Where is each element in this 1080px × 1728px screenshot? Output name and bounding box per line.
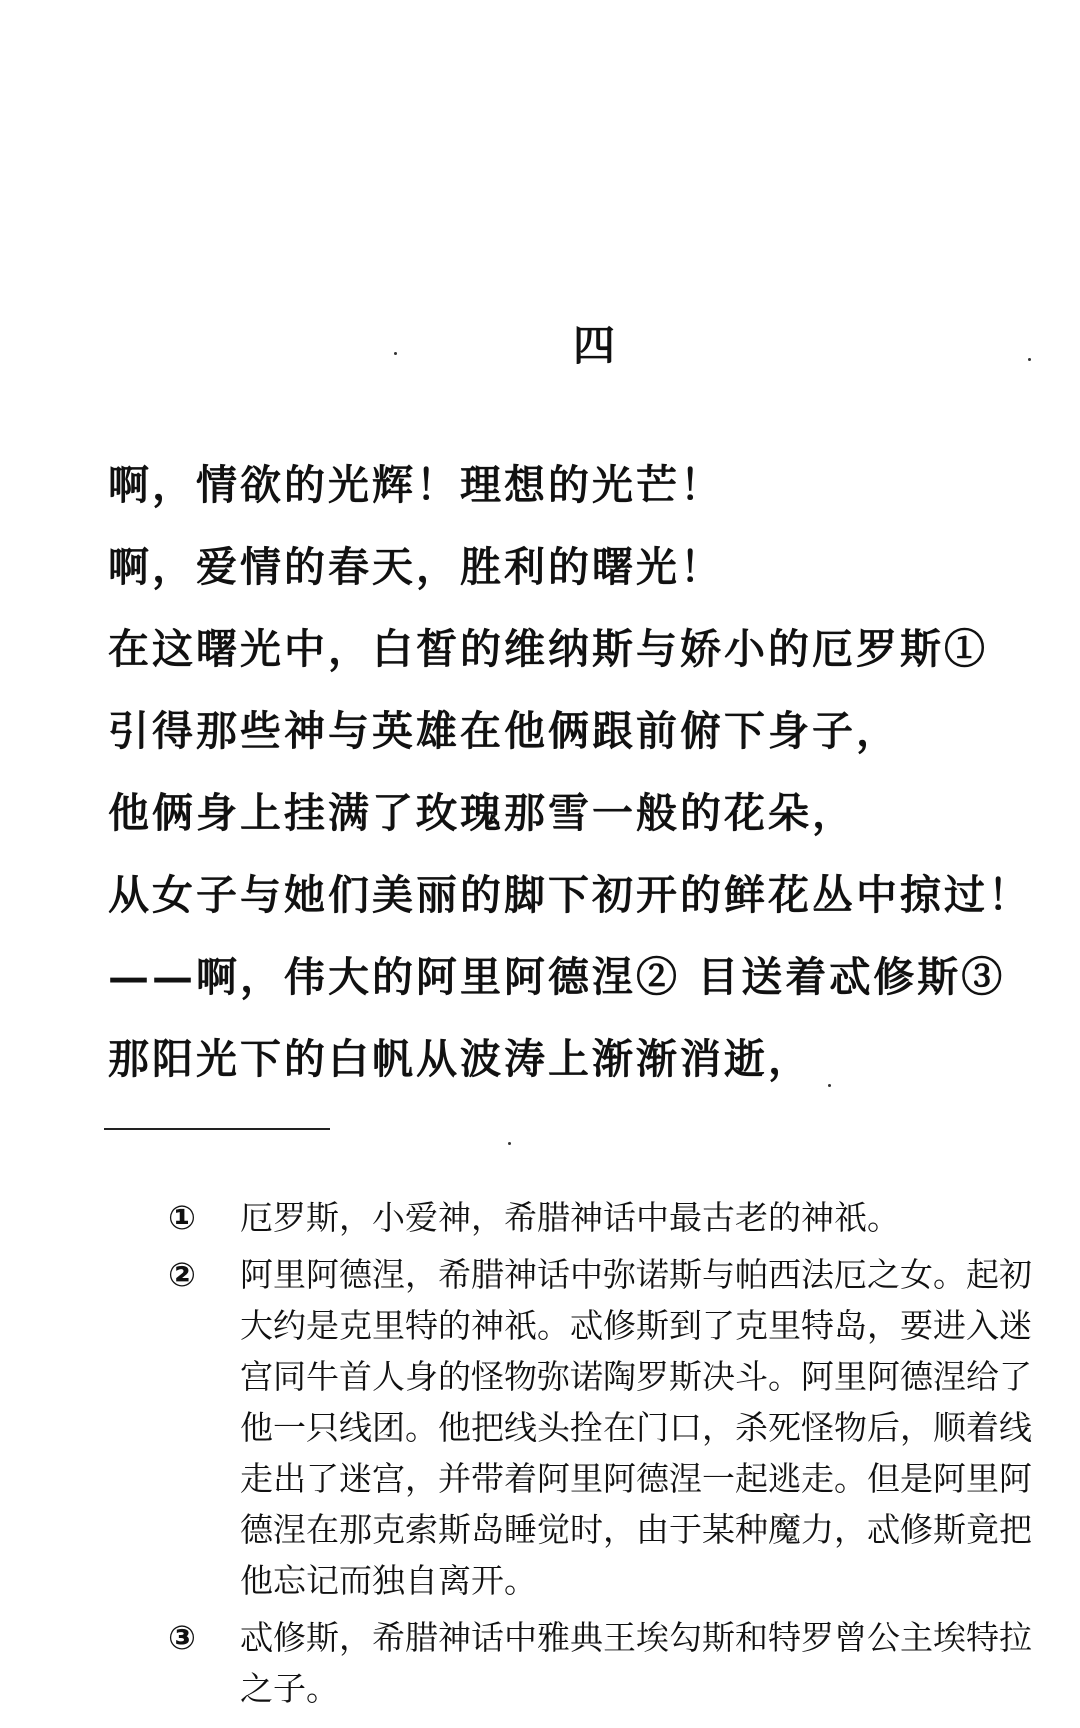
poem-stanza	[108, 444, 1038, 1100]
scan-speck	[828, 1084, 831, 1087]
scan-speck	[394, 352, 397, 355]
footnote-marker: ①	[168, 1198, 196, 1237]
footnote-text: 阿里阿德涅，希腊神话中弥诺斯与帕西法厄之女。起初大约是克里特的神祇。忒修斯到了克里特岛，要进入迷宫同牛首人身的怪物弥诺陶罗斯决斗。阿里阿德涅给了他一只线团。他把线头拴在门口，杀死怪物后，顺着线走出了迷宫，并带着阿里阿德涅一起逃走。但是阿里阿德涅在那克索斯岛睡觉时，由于某种魔力，忒修斯竟把他忘记而独自离开。	[240, 1255, 1032, 1600]
poem-line: 啊，爱情的春天，胜利的曙光！	[108, 543, 724, 591]
footnote-marker: ③	[168, 1618, 196, 1657]
poem-line: 从女子与她们美丽的脚下初开的鲜花丛中掠过！	[108, 871, 1032, 919]
footnote-item	[168, 1612, 1058, 1714]
footnote-marker: ②	[168, 1255, 196, 1294]
poem-line: 他俩身上挂满了玫瑰那雪一般的花朵，	[108, 789, 856, 837]
poem-line: 啊，情欲的光辉！理想的光芒！	[108, 461, 724, 509]
poem-line: 在这曙光中，白皙的维纳斯与娇小的厄罗斯①	[108, 625, 988, 673]
poem-line: 引得那些神与英雄在他俩跟前俯下身子，	[108, 707, 900, 755]
footnotes	[168, 1192, 1058, 1720]
scan-speck	[508, 1142, 511, 1145]
poem-line: ——啊，伟大的阿里阿德涅② 目送着忒修斯③	[108, 953, 1006, 1001]
footnote-divider	[104, 1128, 330, 1130]
footnote-text: 厄罗斯，小爱神，希腊神话中最古老的神祇。	[240, 1198, 900, 1237]
scan-speck	[1028, 358, 1031, 361]
footnote-text: 忒修斯，希腊神话中雅典王埃勾斯和特罗曾公主埃特拉之子。	[240, 1618, 1032, 1708]
poem-line: 那阳光下的白帆从波涛上渐渐消逝，	[108, 1035, 812, 1083]
footnote-item	[168, 1249, 1058, 1606]
footnote-item	[168, 1192, 1058, 1243]
section-number-heading: 四	[572, 321, 615, 370]
